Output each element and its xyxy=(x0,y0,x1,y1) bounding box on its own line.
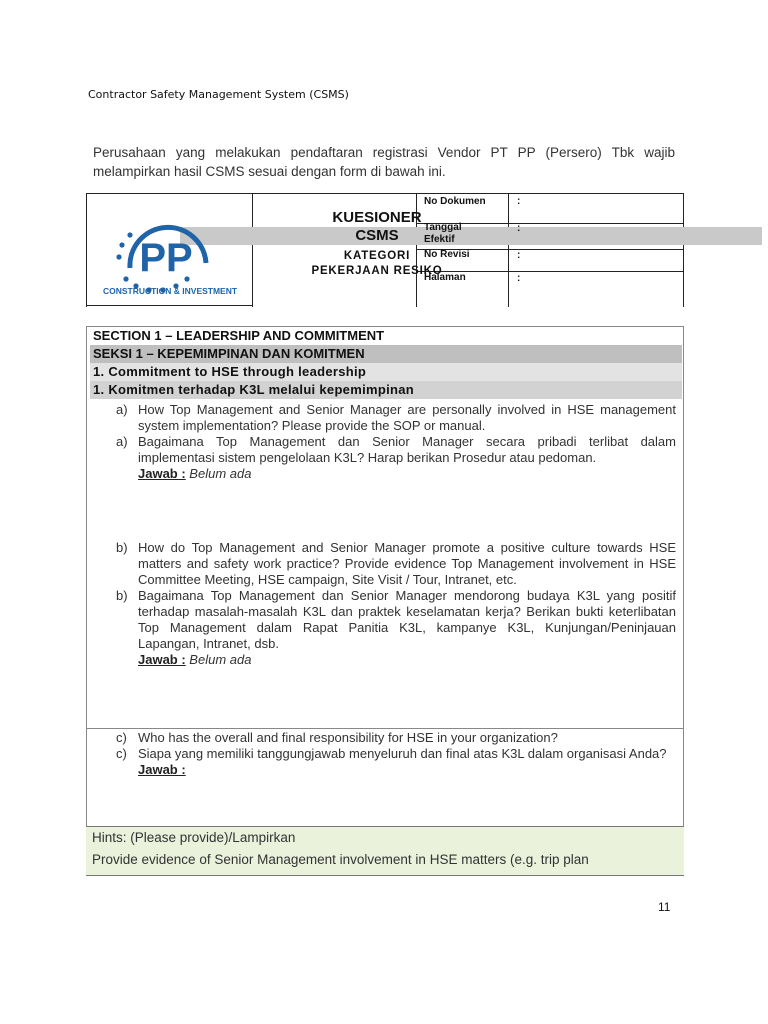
question-c-id xyxy=(116,746,676,762)
section-title-en: SECTION 1 – LEADERSHIP AND COMMITMENT xyxy=(90,327,682,345)
meta-label-rev: No Revisi xyxy=(424,249,470,260)
meta-value-rev: : xyxy=(517,250,521,261)
form-title-line1: KUESIONER xyxy=(332,209,422,226)
form-title-line2: CSMS xyxy=(355,227,399,244)
question-a-en xyxy=(116,402,676,434)
document-header: Contractor Safety Management System (CSMS) xyxy=(88,88,349,101)
answer-b xyxy=(116,652,676,668)
question-b-id-text: Bagaimana Top Management dan Senior Manager mendorong budaya K3L yang positif terhadap masalah-masalah K3L dan praktek keselamatan kerja? Berikan bukti keterlibatan Top Management dalam Rapat Panitia K3L, kampanye K3L, Kunjungan/Peninjauan Lapangan, Intranet, dsb. xyxy=(138,588,676,651)
meta-label-page: Halaman xyxy=(424,272,466,283)
questionnaire-header-box xyxy=(86,193,684,307)
section-left-line xyxy=(86,326,87,876)
meta-value-page: : xyxy=(517,273,521,284)
question-b-en-label: b) xyxy=(116,540,128,555)
answer-b-value: Belum ada xyxy=(185,652,252,667)
meta-value-doc: : xyxy=(517,196,521,207)
meta-label-doc: No Dokumen xyxy=(424,196,486,207)
answer-a xyxy=(116,466,676,482)
intro-paragraph: Perusahaan yang melakukan pendaftaran registrasi Vendor PT PP (Persero) Tbk wajib melampirkan hasil CSMS sesuai dengan form di bawah ini. xyxy=(93,145,675,179)
section-right-line xyxy=(683,326,684,876)
form-category-line2: PEKERJAAN RESIKO xyxy=(311,265,443,277)
form-title xyxy=(252,209,502,245)
question-a xyxy=(116,402,676,482)
question-a-en-text: How Top Management and Senior Manager are personally involved in HSE management system implementation? Please provide the SOP or manual. xyxy=(138,402,676,433)
meta-label-date: Tanggal xyxy=(424,222,462,233)
section-title-id: SEKSI 1 – KEPEMIMPINAN DAN KOMITMEN xyxy=(90,345,682,363)
logo-bottom-line xyxy=(86,305,252,306)
subsection-title-id: 1. Komitmen terhadap K3L melalui kepemimpinan xyxy=(90,381,682,399)
divider-meta xyxy=(508,193,509,307)
logo-letters: PP xyxy=(139,236,193,280)
meta-label-date-2: Efektif xyxy=(424,234,455,245)
question-a-id-label: a) xyxy=(116,434,128,449)
answer-a-label: Jawab : xyxy=(138,466,186,481)
answer-c xyxy=(116,762,676,778)
subsection-title-en: 1. Commitment to HSE through leadership xyxy=(90,363,682,381)
question-a-en-label: a) xyxy=(116,402,128,417)
question-c-id-text: Siapa yang memiliki tanggungjawab menyeluruh dan final atas K3L dalam organisasi Anda? xyxy=(138,746,667,761)
pp-logo xyxy=(86,193,252,303)
hints-box xyxy=(86,826,684,876)
question-c-en-text: Who has the overall and final responsibility for HSE in your organization? xyxy=(138,730,558,745)
answer-b-label: Jawab : xyxy=(138,652,186,667)
question-c xyxy=(116,730,676,778)
box-right-border xyxy=(683,193,684,307)
answer-c-label: Jawab : xyxy=(138,762,186,777)
logo-tagline: CONSTRUCTION & INVESTMENT xyxy=(102,286,238,296)
question-a-id xyxy=(116,434,676,466)
form-category-line1: KATEGORI xyxy=(343,250,411,262)
hints-title: Hints: (Please provide)/Lampirkan xyxy=(92,830,296,845)
question-b-id xyxy=(116,588,676,652)
page-number: 11 xyxy=(658,900,671,914)
question-c-en-label: c) xyxy=(116,730,127,745)
question-b-id-label: b) xyxy=(116,588,128,603)
question-c-id-label: c) xyxy=(116,746,127,761)
question-b-en-text: How do Top Management and Senior Manager promote a positive culture towards HSE matters and safety work practice? Provide evidence Top Management involvement in HSE Committee Meeting, HSE campaign, Site Visit / Tour, Intranet, etc. xyxy=(138,540,676,587)
meta-value-date: : xyxy=(517,223,521,234)
question-c-top-line xyxy=(86,728,684,729)
question-c-en xyxy=(116,730,676,746)
question-b-en xyxy=(116,540,676,588)
question-a-id-text: Bagaimana Top Management dan Senior Manager secara pribadi terlibat dalam implementasi sistem pengelolaan K3L? Harap berikan Prosedur atau pedoman. xyxy=(138,434,676,465)
hints-text: Provide evidence of Senior Management involvement in HSE matters (e.g. trip plan xyxy=(92,852,589,867)
answer-a-value: Belum ada xyxy=(185,466,252,481)
question-b xyxy=(116,540,676,668)
